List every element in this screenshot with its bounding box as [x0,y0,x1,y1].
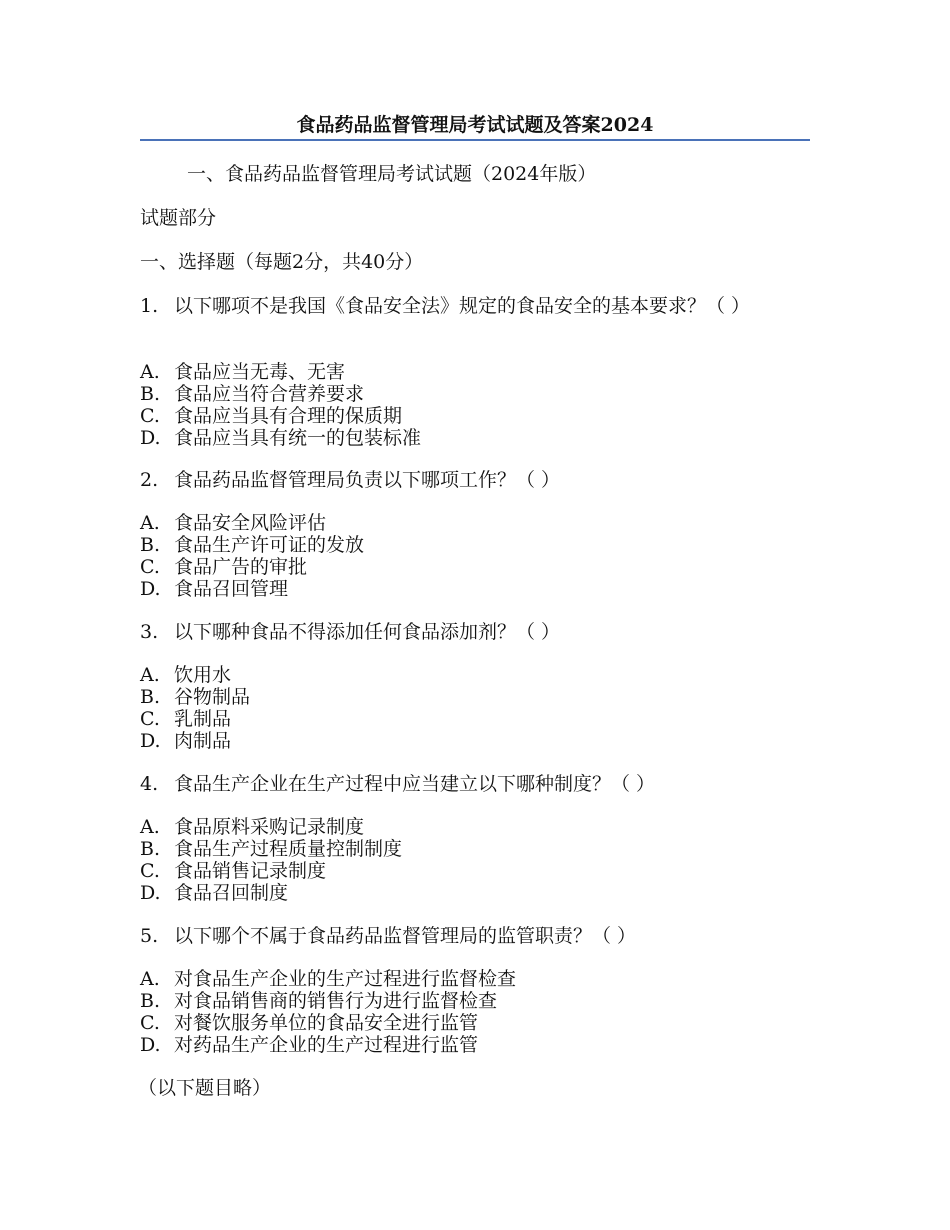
option-item [140,578,810,600]
option-item [140,405,810,427]
option-text: 食品生产过程质量控制制度 [174,838,403,860]
question-2-text: 食品药品监督管理局负责以下哪项工作？（ ） [174,469,561,491]
option-item [140,427,810,449]
question-3-number: 3. [140,621,159,643]
option-letter: C. [140,405,160,427]
option-letter: C. [140,556,160,578]
question-2-number: 2. [140,469,159,491]
option-text: 饮用水 [174,664,232,686]
option-text: 对药品生产企业的生产过程进行监管 [174,1034,479,1056]
option-letter: D. [140,1034,161,1056]
option-text: 肉制品 [174,730,232,752]
option-item [140,1012,810,1034]
option-letter: C. [140,860,160,882]
option-letter: A. [140,664,160,686]
option-text: 谷物制品 [174,686,251,708]
question-4 [140,773,810,795]
question-3 [140,621,810,643]
option-letter: A. [140,968,160,990]
question-1-options [140,361,810,449]
option-text: 乳制品 [174,708,232,730]
option-letter: A. [140,816,160,838]
question-5-number: 5. [140,925,159,947]
question-1-number: 1. [140,295,159,317]
part-label: 一、选择题（每题2分，共40分） [140,251,424,273]
option-item [140,686,810,708]
document-title: 食品药品监督管理局考试试题及答案2024 [296,114,654,136]
option-text: 食品召回制度 [174,882,289,904]
option-letter: B. [140,534,161,556]
option-text: 食品应当符合营养要求 [174,383,365,405]
option-item [140,990,810,1012]
option-item [140,882,810,904]
option-text: 食品召回管理 [174,578,289,600]
option-letter: D. [140,578,161,600]
option-text: 食品销售记录制度 [174,860,327,882]
option-item [140,816,810,838]
question-3-text: 以下哪种食品不得添加任何食品添加剂？（ ） [174,621,561,643]
question-5-text: 以下哪个不属于食品药品监督管理局的监管职责？（ ） [174,925,637,947]
title-underline [140,139,810,141]
option-text: 对餐饮服务单位的食品安全进行监管 [174,1012,479,1034]
question-4-options [140,816,810,904]
option-item [140,361,810,383]
option-letter: B. [140,990,161,1012]
question-3-options [140,664,810,752]
question-4-number: 4. [140,773,159,795]
option-text: 食品应当具有统一的包装标准 [174,427,422,449]
option-letter: C. [140,1012,160,1034]
option-text: 食品应当具有合理的保质期 [174,405,403,427]
option-letter: D. [140,427,161,449]
omitted-note: （以下题目略） [138,1077,272,1099]
option-item [140,512,810,534]
question-5-options [140,968,810,1056]
question-5 [140,925,810,947]
option-item [140,968,810,990]
option-item [140,708,810,730]
option-text: 食品安全风险评估 [174,512,327,534]
option-letter: D. [140,882,161,904]
option-letter: B. [140,383,161,405]
question-1-text: 以下哪项不是我国《食品安全法》规定的食品安全的基本要求？（ ） [174,295,751,317]
option-letter: B. [140,686,161,708]
option-text: 食品广告的审批 [174,556,308,578]
question-2-options [140,512,810,600]
option-letter: A. [140,512,160,534]
option-item [140,730,810,752]
option-text: 对食品生产企业的生产过程进行监督检查 [174,968,517,990]
option-letter: A. [140,361,160,383]
option-item [140,383,810,405]
section-label: 试题部分 [140,207,217,229]
option-item [140,860,810,882]
question-2 [140,469,810,491]
option-item [140,838,810,860]
option-item [140,556,810,578]
option-text: 对食品销售商的销售行为进行监督检查 [174,990,498,1012]
option-item [140,534,810,556]
document-subtitle: 一、食品药品监督管理局考试试题（2024年版） [187,163,597,185]
question-4-text: 食品生产企业在生产过程中应当建立以下哪种制度？（ ） [174,773,656,795]
option-text: 食品应当无毒、无害 [174,361,346,383]
option-item [140,664,810,686]
option-letter: B. [140,838,161,860]
option-item [140,1034,810,1056]
option-text: 食品原料采购记录制度 [174,816,365,838]
option-letter: C. [140,708,160,730]
option-text: 食品生产许可证的发放 [174,534,365,556]
option-letter: D. [140,730,161,752]
question-1 [140,295,810,317]
